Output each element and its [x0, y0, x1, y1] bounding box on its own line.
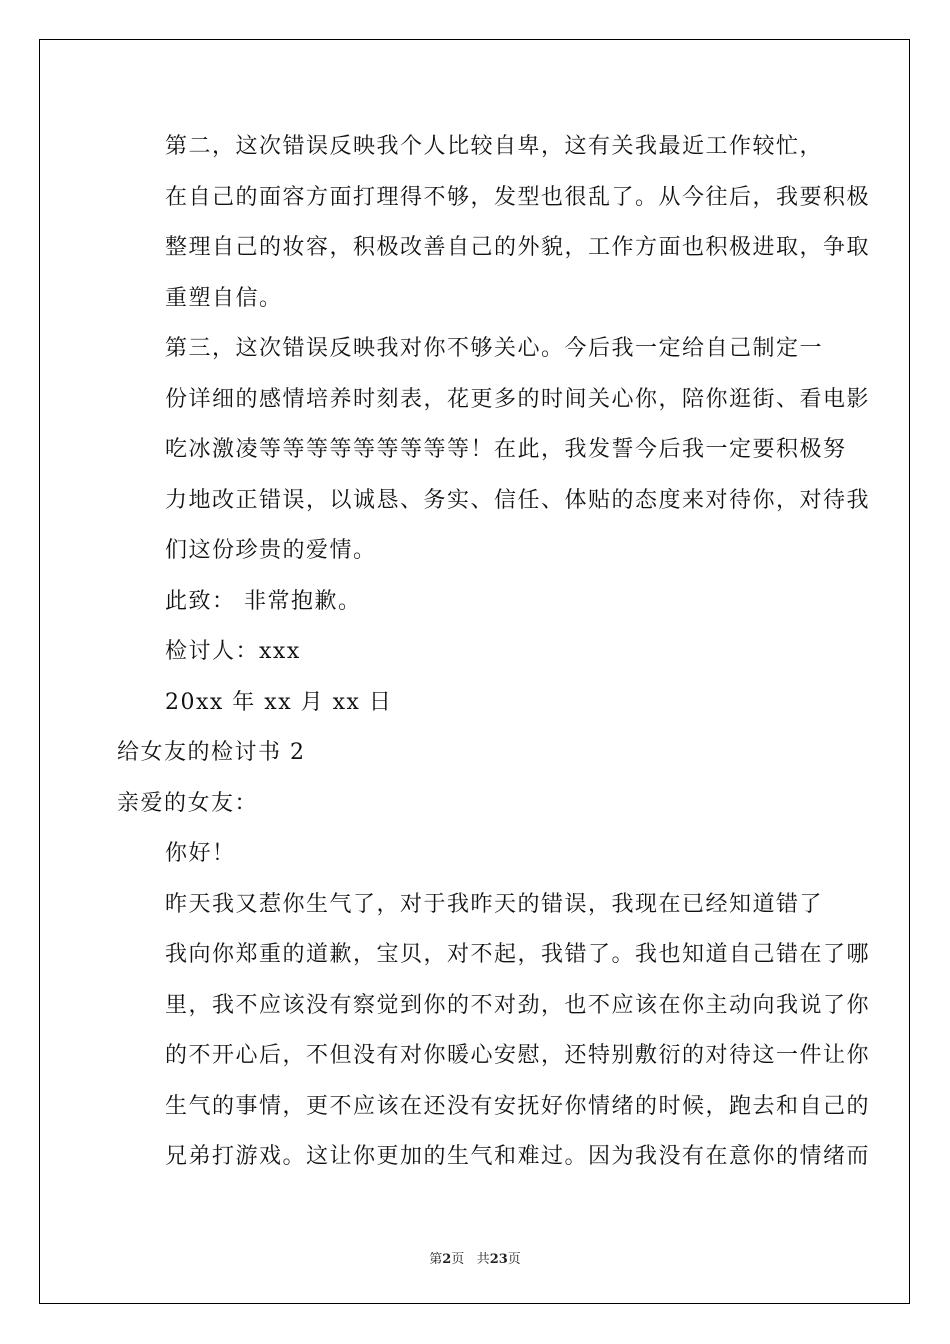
text-line: 兄弟打游戏。这让你更加的生气和难过。因为我没有在意你的情绪而 [165, 1144, 871, 1169]
text-line: 你好！ [165, 841, 236, 866]
footer-total-pages: 23 [489, 1252, 508, 1267]
footer-total-suffix: 页 [507, 1252, 521, 1267]
footer-page-prefix: 第 [429, 1252, 443, 1267]
paragraph [117, 122, 871, 324]
text-line: 第三，这次错误反映我对你不够关心。今后我一定给自己制定一 [165, 336, 824, 361]
text-line: 在自己的面容方面打理得不够，发型也很乱了。从今往后，我要积极 [165, 184, 871, 210]
footer-page-number: 2 [442, 1252, 452, 1267]
text-line: 给女友的检讨书 2 [117, 740, 306, 765]
text-line: 此致： 非常抱歉。 [165, 588, 362, 614]
text-line: 整理自己的妆容，积极改善自己的外貌，工作方面也积极进取，争取 [165, 235, 871, 260]
text-line: 们这份珍贵的爱情。 [165, 538, 377, 563]
text-line: 吃冰激凌等等等等等等等等等！在此，我发誓今后我一定要积极努 [165, 437, 847, 462]
text-line: 检讨人：xxx [165, 639, 301, 664]
footer-page-suffix: 页 [451, 1252, 465, 1267]
paragraph [117, 678, 837, 729]
text-line: 里，我不应该没有察觉到你的不对劲，也不应该在你主动向我说了你 [165, 992, 871, 1018]
paragraph [117, 829, 837, 880]
document-body [117, 122, 871, 1183]
paragraph [117, 324, 871, 577]
footer-total-prefix: 共 [476, 1252, 490, 1267]
text-line: 第二，这次错误反映我个人比较自卑，这有关我最近工作较忙， [165, 134, 824, 159]
text-line: 力地改正错误，以诚恳、务实、信任、体贴的态度来对待你，对待我 [165, 487, 871, 513]
text-line: 重塑自信。 [165, 285, 283, 311]
text-line: 我向你郑重的道歉，宝贝，对不起，我错了。我也知道自己错在了哪 [165, 942, 871, 967]
paragraph [117, 779, 837, 830]
text-line: 20xx 年 xx 月 xx 日 [165, 689, 393, 715]
paragraph [117, 577, 837, 628]
text-line: 昨天我又惹你生气了，对于我昨天的错误，我现在已经知道错了 [165, 891, 824, 917]
text-line: 亲爱的女友： [117, 790, 259, 816]
paragraph [117, 880, 871, 1183]
page-footer [0, 1248, 950, 1267]
text-line: 的不开心后，不但没有对你暖心安慰，还特别敷衍的对待这一件让你 [165, 1043, 871, 1068]
text-line: 份详细的感情培养时刻表，花更多的时间关心你，陪你逛街、看电影 [165, 386, 871, 412]
text-line: 生气的事情，更不应该在还没有安抚好你情绪的时候，跑去和自己的 [165, 1093, 871, 1119]
paragraph [117, 728, 837, 779]
paragraph [117, 627, 837, 678]
